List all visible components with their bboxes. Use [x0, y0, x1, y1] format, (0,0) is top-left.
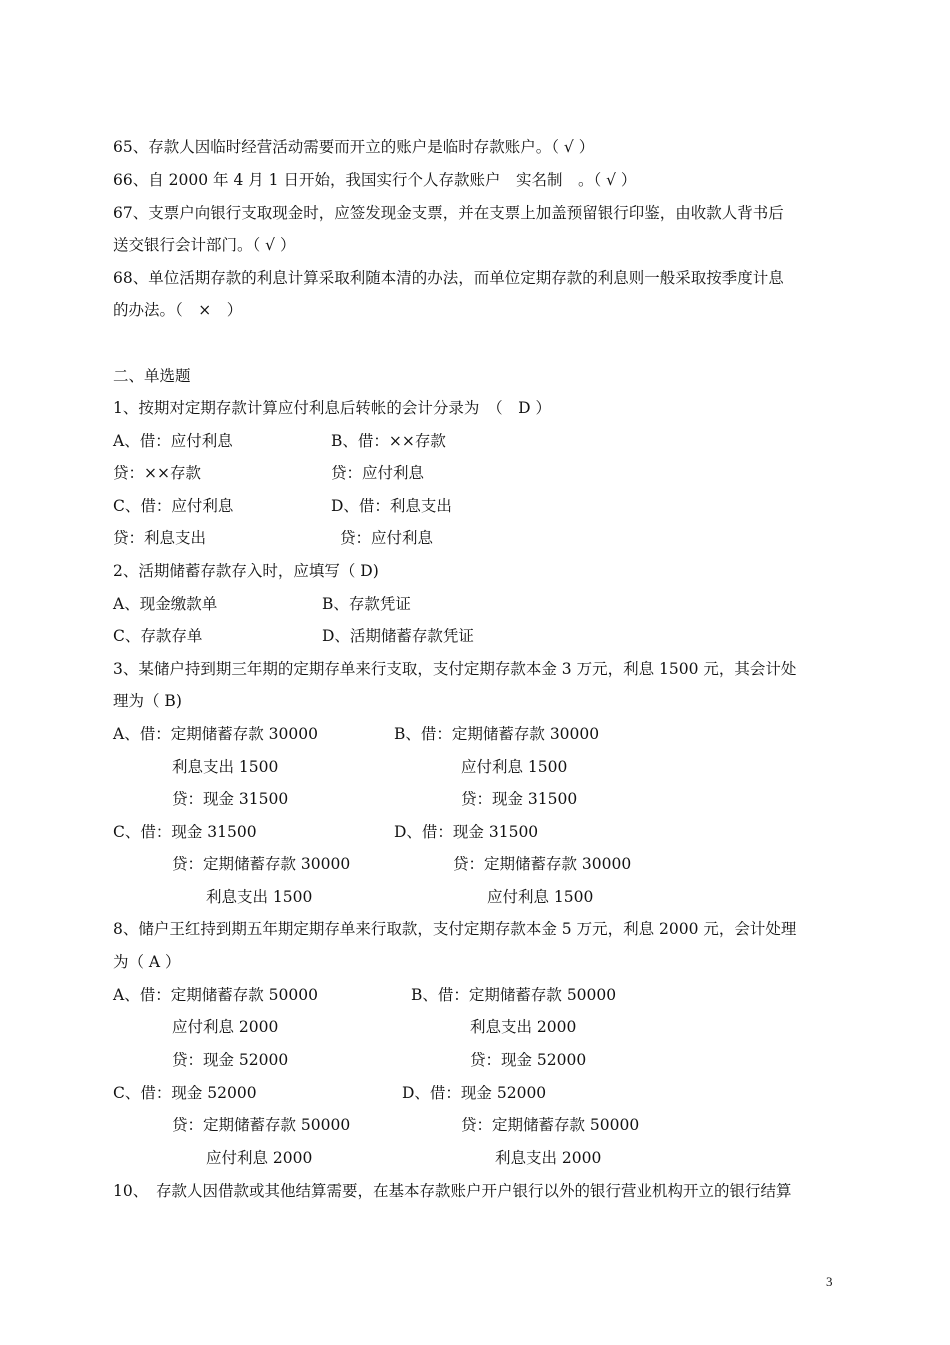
q8-option-a-debit-2: 应付利息 2000	[172, 1018, 279, 1036]
q3-option-c-debit: C、借：现金 31500	[113, 823, 257, 841]
q2-stem: 2、活期储蓄存款存入时，应填写（ D)	[113, 562, 379, 580]
q2-option-c: C、存款存单	[113, 627, 203, 645]
q8-option-a-credit: 贷：现金 52000	[172, 1051, 289, 1069]
tf-question-68-cont: 的办法。（ × ）	[113, 301, 243, 319]
q8-stem-cont: 为（ A ）	[113, 953, 181, 971]
q1-option-d: D、借：利息支出	[331, 497, 452, 515]
q1-option-b-credit: 贷：应付利息	[331, 464, 425, 482]
q3-option-c-credit: 贷：定期储蓄存款 30000	[172, 855, 351, 873]
q3-stem-cont: 理为（ B)	[113, 692, 182, 710]
q3-option-c-credit-2: 利息支出 1500	[206, 888, 313, 906]
tf-question-66: 66、自 2000 年 4 月 1 日开始，我国实行个人存款账户 实名制 。（ √ ）	[113, 171, 637, 189]
q1-option-c: C、借：应付利息	[113, 497, 234, 515]
q3-option-b-debit-2: 应付利息 1500	[461, 758, 568, 776]
q3-option-a-debit-2: 利息支出 1500	[172, 758, 279, 776]
q8-option-a-debit: A、借：定期储蓄存款 50000	[113, 986, 318, 1004]
q3-stem: 3、某储户持到期三年期的定期存单来行支取，支付定期存款本金 3 万元，利息 1500 元，其会计处	[113, 660, 797, 678]
q1-option-b: B、借：××存款	[331, 432, 446, 450]
q8-option-d-credit: 贷：定期储蓄存款 50000	[461, 1116, 640, 1134]
q8-option-c-debit: C、借：现金 52000	[113, 1084, 257, 1102]
tf-question-67: 67、支票户向银行支取现金时，应签发现金支票，并在支票上加盖预留银行印鉴，由收款人背书后	[113, 204, 784, 222]
q8-option-d-debit: D、借：现金 52000	[402, 1084, 547, 1102]
q8-option-b-debit-2: 利息支出 2000	[470, 1018, 577, 1036]
q3-option-d-debit: D、借：现金 31500	[394, 823, 539, 841]
page-number: 3	[826, 1274, 833, 1289]
q1-stem: 1、按期对定期存款计算应付利息后转帐的会计分录为 （ D ）	[113, 399, 551, 417]
tf-question-67-cont: 送交银行会计部门。（ √ ）	[113, 236, 296, 254]
section-title: 二、单选题	[113, 367, 191, 385]
q3-option-b-debit: B、借：定期储蓄存款 30000	[394, 725, 600, 743]
q2-option-a: A、现金缴款单	[113, 595, 218, 613]
q3-option-d-credit: 贷：定期储蓄存款 30000	[453, 855, 632, 873]
q8-option-c-credit-2: 应付利息 2000	[206, 1149, 313, 1167]
q8-option-c-credit: 贷：定期储蓄存款 50000	[172, 1116, 351, 1134]
q8-option-d-credit-2: 利息支出 2000	[495, 1149, 602, 1167]
q3-option-b-credit: 贷：现金 31500	[461, 790, 578, 808]
q3-option-a-debit: A、借：定期储蓄存款 30000	[113, 725, 318, 743]
tf-question-65: 65、存款人因临时经营活动需要而开立的账户是临时存款账户。（ √ ）	[113, 138, 595, 156]
q8-stem: 8、储户王红持到期五年期定期存单来行取款，支付定期存款本金 5 万元，利息 2000 元，会计处理	[113, 920, 797, 938]
q2-option-d: D、活期储蓄存款凭证	[322, 627, 474, 645]
q1-option-a-credit: 贷：××存款	[113, 464, 201, 482]
tf-question-68: 68、单位活期存款的利息计算采取利随本清的办法，而单位定期存款的利息则一般采取按季度计息	[113, 269, 784, 287]
q8-option-b-debit: B、借：定期储蓄存款 50000	[411, 986, 617, 1004]
q1-option-c-credit: 贷：利息支出	[113, 529, 207, 547]
q8-option-b-credit: 贷：现金 52000	[470, 1051, 587, 1069]
q3-option-d-credit-2: 应付利息 1500	[487, 888, 594, 906]
q3-option-a-credit: 贷：现金 31500	[172, 790, 289, 808]
q2-option-b: B、存款凭证	[322, 595, 411, 613]
q10-stem: 10、 存款人因借款或其他结算需要，在基本存款账户开户银行以外的银行营业机构开立的银行结算	[113, 1182, 792, 1200]
q1-option-a: A、借：应付利息	[113, 432, 233, 450]
q1-option-d-credit: 贷：应付利息	[340, 529, 434, 547]
